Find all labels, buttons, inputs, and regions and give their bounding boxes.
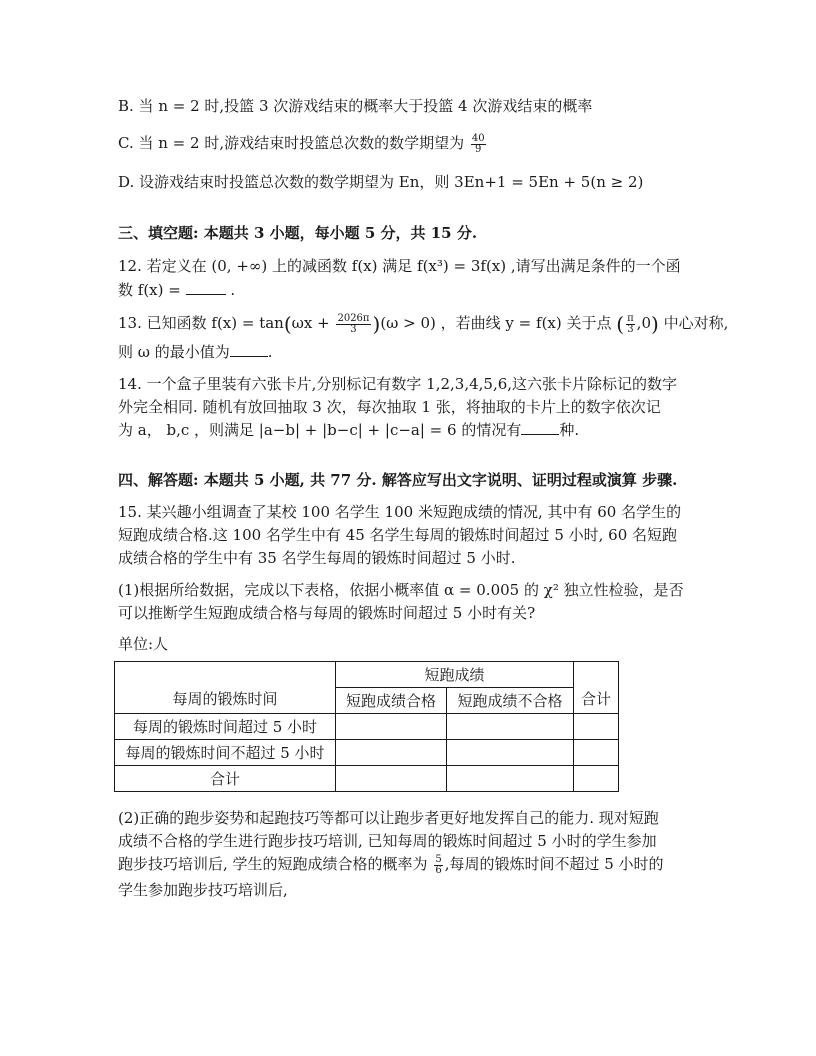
q15-part2-text: 跑步技巧培训后, 学生的短跑成绩合格的概率为: [118, 855, 428, 873]
q14-line2: 外完全相同. 随机有放回抽取 3 次，每次抽取 1 张，将抽取的卡片上的数字依次记: [118, 398, 661, 416]
section4-header: 四、解答题: 本题共 5 小题, 共 77 分. 解答应写出文字说明、证明过程或演算 步骤.: [118, 471, 678, 489]
q15-part1-line2: 可以推断学生短跑成绩合格与每周的锻炼时间超过 5 小时有关?: [118, 604, 536, 622]
q15-line1: 15. 某兴趣小组调查了某校 100 名学生 100 米短跑成绩的情况, 其中有 60 名学生的: [118, 503, 682, 521]
table-row: [115, 662, 619, 688]
q13-line1: [118, 313, 728, 335]
option-c-fraction: [471, 134, 486, 155]
paren-left: (: [616, 312, 625, 336]
q15-part2-fraction: [434, 855, 442, 876]
fraction-numerator: π: [627, 312, 634, 324]
col-fail-header: 短跑成绩不合格: [447, 688, 574, 714]
q13-text2: (ω > 0) ，若曲线 y = f(x) 关于点: [380, 314, 612, 332]
answer-blank[interactable]: [186, 280, 226, 295]
table-row: [115, 740, 619, 766]
option-d: D. 设游戏结束时投篮总次数的数学期望为 En，则 3En+1 = 5En + 5(n ≥ 2): [118, 173, 644, 191]
q14-line3-suffix: 种.: [559, 421, 580, 439]
fraction-denominator: 6: [435, 864, 442, 876]
q13-text3: 中心对称,: [663, 314, 729, 332]
fraction-numerator: 5: [435, 853, 442, 865]
q14-line3: [118, 420, 579, 440]
group-header: 短跑成绩: [336, 662, 574, 688]
col-pass-header: 短跑成绩合格: [336, 688, 447, 714]
fraction-denominator: 3: [350, 323, 357, 335]
table-cell[interactable]: [447, 740, 574, 766]
fraction-denominator: 3: [627, 323, 634, 335]
fraction-denominator: 9: [475, 143, 482, 155]
q13-line2-suffix: .: [267, 343, 273, 361]
row-header-label: 每周的锻炼时间: [115, 662, 336, 714]
q14-line1: 14. 一个盒子里装有六张卡片,分别标记有数字 1,2,3,4,5,6,这六张卡片除标记的数字: [118, 375, 678, 393]
q13-line2: [118, 342, 273, 362]
row-label: 每周的锻炼时间不超过 5 小时: [115, 740, 336, 766]
table-cell[interactable]: [574, 766, 619, 792]
q13-point-suffix: ,0: [636, 314, 651, 332]
paren-left: (: [283, 312, 292, 336]
fraction-numerator: 2026π: [337, 312, 370, 324]
option-b: B. 当 n = 2 时,投篮 3 次游戏结束的概率大于投篮 4 次游戏结束的概率: [118, 97, 593, 115]
fraction-numerator: 40: [471, 132, 485, 144]
q13-fraction: [336, 314, 370, 335]
option-c: [118, 133, 488, 155]
table-cell[interactable]: [447, 766, 574, 792]
q13-inner: ωx +: [291, 314, 330, 332]
table-cell[interactable]: [574, 740, 619, 766]
row-label: 每周的锻炼时间超过 5 小时: [115, 714, 336, 740]
q12-line2-text: 数 f(x) =: [118, 281, 186, 299]
table-cell[interactable]: [336, 766, 447, 792]
q12-line2-suffix: .: [230, 281, 236, 299]
table-row: [115, 766, 619, 792]
q12-line2: [118, 280, 235, 300]
q13-line2-text: 则 ω 的最小值为: [118, 343, 230, 361]
q15-part2-line2: 成绩不合格的学生进行跑步技巧培训, 已知每周的锻炼时间超过 5 小时的学生参加: [118, 832, 657, 850]
q13-point-fraction: [626, 314, 635, 335]
q14-line3-text: 为 a， b,c ，则满足 |a−b| + |b−c| + |c−a| = 6 的情况有: [118, 421, 522, 439]
table-cell[interactable]: [336, 714, 447, 740]
unit-label: 单位:人: [118, 635, 169, 653]
contingency-table: [114, 661, 619, 792]
option-c-text: C. 当 n = 2 时,游戏结束时投篮总次数的数学期望为: [118, 134, 465, 152]
q15-line3: 成绩合格的学生中有 35 名学生每周的锻炼时间超过 5 小时.: [118, 549, 516, 567]
q15-part2-line3: [118, 854, 664, 876]
col-total-header: 合计: [574, 662, 619, 714]
q13-text1: 13. 已知函数 f(x) = tan: [118, 314, 284, 332]
paren-right: ): [650, 312, 659, 336]
section3-header: 三、填空题: 本题共 3 小题，每小题 5 分，共 15 分.: [118, 224, 478, 242]
paren-right: ): [372, 312, 381, 336]
table-cell[interactable]: [336, 740, 447, 766]
q15-line2: 短跑成绩合格.这 100 名学生中有 45 名学生每周的锻炼时间超过 5 小时, 60 名短跑: [118, 526, 678, 544]
q12-line1: 12. 若定义在 (0, +∞) 上的减函数 f(x) 满足 f(x³) = 3f(x) ,请写出满足条件的一个函: [118, 257, 681, 275]
q15-part2-line1: (2)正确的跑步姿势和起跑技巧等都可以让跑步者更好地发挥自己的能力. 现对短跑: [118, 809, 659, 827]
table-cell[interactable]: [447, 714, 574, 740]
answer-blank[interactable]: [521, 420, 559, 435]
row-label: 合计: [115, 766, 336, 792]
q15-part2-suffix: ,每周的锻炼时间不超过 5 小时的: [444, 855, 664, 873]
table-cell[interactable]: [574, 714, 619, 740]
answer-blank[interactable]: [230, 342, 268, 357]
q15-part2-line4: 学生参加跑步技巧培训后,: [118, 881, 288, 899]
table-row: [115, 714, 619, 740]
q15-part1-line1: (1)根据所给数据，完成以下表格，依据小概率值 α = 0.005 的 χ² 独立性检验，是否: [118, 581, 684, 599]
